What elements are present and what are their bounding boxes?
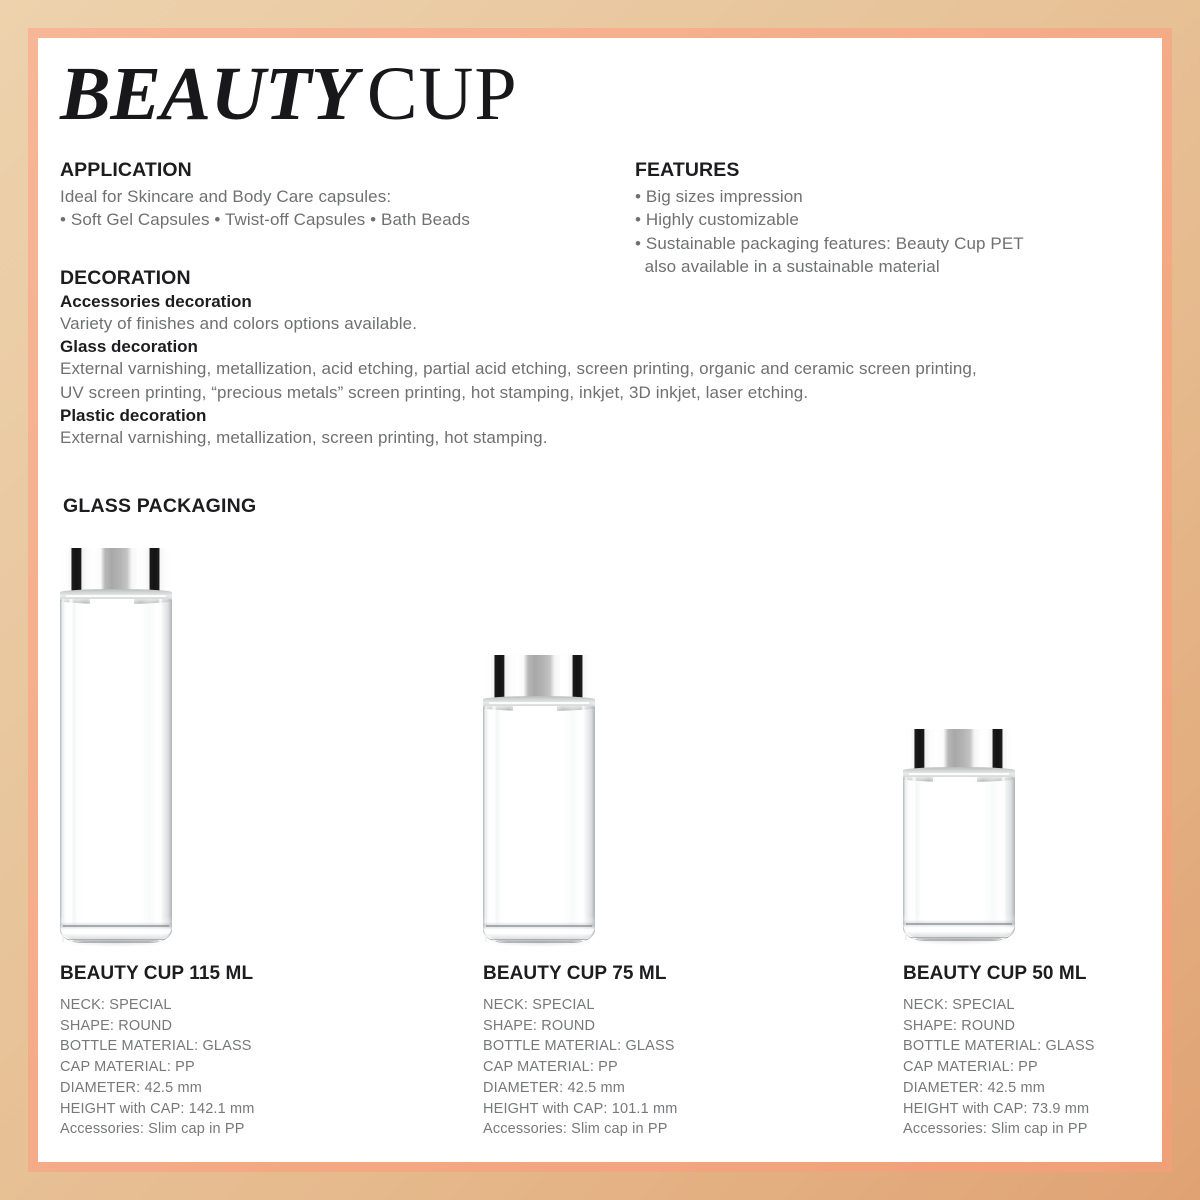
spec-shape-75ml: SHAPE: ROUND xyxy=(483,1017,596,1034)
product-specs-75ml xyxy=(483,963,677,1140)
plastic-decoration-subheading: Plastic decoration xyxy=(60,406,207,426)
glass-decoration-line-2: UV screen printing, “precious metals” screen printing, hot stamping, inkjet, 3D inkjet, laser etching. xyxy=(60,382,809,402)
spec-cap-material-75ml: CAP MATERIAL: PP xyxy=(483,1059,618,1076)
spec-neck-50ml: NECK: SPECIAL xyxy=(903,997,1015,1013)
spec-bottle-material-75ml: BOTTLE MATERIAL: GLASS xyxy=(483,1038,675,1055)
glass-highlight-right-115ml xyxy=(158,599,163,942)
features-section xyxy=(635,159,1115,279)
spec-diameter-75ml: DIAMETER: 42.5 mm xyxy=(483,1079,625,1096)
bottle-115ml xyxy=(60,543,172,943)
bottle-cap-115ml xyxy=(61,548,171,592)
page-canvas xyxy=(38,38,1162,1162)
glass-decoration-line-1: External varnishing, metallization, acid etching, partial acid etching, screen printing, organic and ceramic screen printing, xyxy=(60,359,977,379)
glass-highlight-center-75ml xyxy=(513,706,557,942)
decoration-heading: DECORATION xyxy=(60,267,191,289)
glass-highlight-left-115ml xyxy=(68,599,74,942)
title-word-beauty: BEAUTY xyxy=(60,52,357,136)
page-title xyxy=(60,52,518,136)
glass-highlight-right-75ml xyxy=(581,706,586,942)
product-name-115ml: BEAUTY CUP 115 ML xyxy=(60,963,254,984)
decoration-section xyxy=(60,267,1120,451)
spec-height-50ml: HEIGHT with CAP: 73.9 mm xyxy=(903,1100,1090,1117)
spec-cap-material-115ml: CAP MATERIAL: PP xyxy=(60,1059,195,1076)
accessories-decoration-subheading: Accessories decoration xyxy=(60,292,252,311)
bottle-cap-50ml xyxy=(904,729,1014,770)
accessories-decoration-line-1: Variety of finishes and colors options available. xyxy=(60,314,418,333)
bottle-shadow-50ml xyxy=(907,936,1011,945)
spec-shape-115ml: SHAPE: ROUND xyxy=(60,1017,173,1034)
bottle-cap-75ml xyxy=(484,655,594,699)
application-line-1: Ideal for Skincare and Body Care capsules: xyxy=(60,187,392,206)
spec-bottle-material-115ml: BOTTLE MATERIAL: GLASS xyxy=(60,1038,252,1055)
product-specs-115ml xyxy=(60,963,254,1140)
plastic-decoration-line-1: External varnishing, metallization, screen printing, hot stamping. xyxy=(60,428,548,448)
bottle-body-115ml xyxy=(60,599,172,943)
spec-accessories-50ml: Accessories: Slim cap in PP xyxy=(903,1121,1088,1138)
glass-highlight-center-115ml xyxy=(90,599,134,942)
features-line-1: • Big sizes impression xyxy=(635,187,803,206)
bottle-shadow-75ml xyxy=(487,938,591,947)
spec-accessories-75ml: Accessories: Slim cap in PP xyxy=(483,1121,668,1138)
features-heading: FEATURES xyxy=(635,159,740,181)
bottle-shadow-115ml xyxy=(64,938,168,947)
accessories-decoration-block xyxy=(60,292,1120,335)
spec-height-115ml: HEIGHT with CAP: 142.1 mm xyxy=(60,1100,255,1117)
product-specs-50ml xyxy=(903,963,1095,1140)
spec-accessories-115ml: Accessories: Slim cap in PP xyxy=(60,1121,245,1138)
bottle-75ml xyxy=(483,650,595,943)
glass-highlight-left-75ml xyxy=(491,706,497,942)
glass-highlight-edge-left-115ml xyxy=(62,599,64,942)
application-heading: APPLICATION xyxy=(60,159,192,181)
glass-decoration-block xyxy=(60,337,1120,404)
glass-packaging-heading: GLASS PACKAGING xyxy=(63,495,257,517)
product-name-50ml: BEAUTY CUP 50 ML xyxy=(903,963,1087,984)
bottle-body-75ml xyxy=(483,706,595,943)
spec-bottle-material-50ml: BOTTLE MATERIAL: GLASS xyxy=(903,1038,1095,1055)
product-name-75ml: BEAUTY CUP 75 ML xyxy=(483,963,667,984)
features-line-4: also available in a sustainable material xyxy=(635,257,940,277)
glass-highlight-edge-left-75ml xyxy=(485,706,487,942)
spec-cap-material-50ml: CAP MATERIAL: PP xyxy=(903,1059,1038,1076)
application-section xyxy=(60,159,620,232)
spec-height-75ml: HEIGHT with CAP: 101.1 mm xyxy=(483,1100,678,1117)
spec-shape-50ml: SHAPE: ROUND xyxy=(903,1017,1016,1034)
spec-diameter-115ml: DIAMETER: 42.5 mm xyxy=(60,1079,202,1096)
glass-decoration-subheading: Glass decoration xyxy=(60,337,198,357)
plastic-decoration-block xyxy=(60,406,1120,449)
spec-neck-115ml: NECK: SPECIAL xyxy=(60,997,172,1013)
spec-diameter-50ml: DIAMETER: 42.5 mm xyxy=(903,1079,1045,1096)
title-word-cup: CUP xyxy=(366,52,518,136)
product-image-115ml xyxy=(60,543,172,943)
product-image-75ml xyxy=(483,650,595,943)
bottle-50ml xyxy=(903,724,1015,941)
spec-neck-75ml: NECK: SPECIAL xyxy=(483,997,595,1013)
product-image-50ml xyxy=(903,724,1015,941)
features-line-2: • Highly customizable xyxy=(635,210,799,230)
application-line-2: • Soft Gel Capsules • Twist-off Capsules • Bath Beads xyxy=(60,210,470,230)
features-line-3: • Sustainable packaging features: Beauty Cup PET xyxy=(635,233,1024,253)
bottle-body-50ml xyxy=(903,777,1015,941)
